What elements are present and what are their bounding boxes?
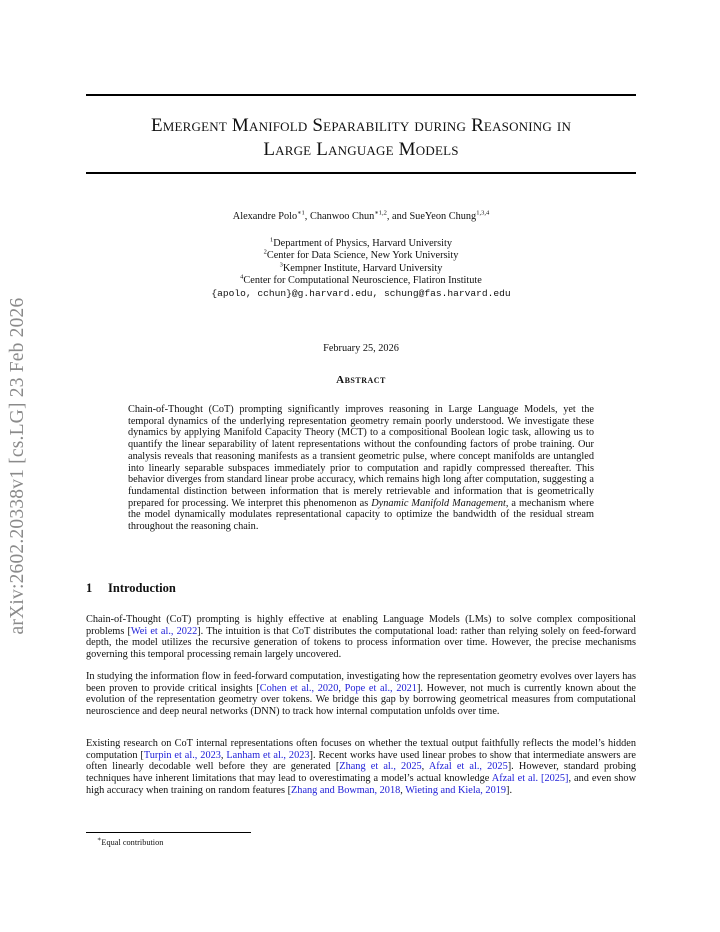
affiliation-mark: 1 (270, 236, 274, 244)
citation-link[interactable]: Zhang et al., 2025 (339, 761, 422, 773)
section-heading-introduction (86, 581, 176, 596)
intro-paragraph-1 (86, 614, 636, 661)
footnote (97, 838, 163, 847)
paragraph-text: ]. However, standard probing techniques have inherent limitations that may lead to overestimating a model’s actual knowledge (86, 761, 636, 785)
citation-link[interactable]: Pope et al., 2021 (344, 682, 417, 694)
author-marks: ∗1,2 (374, 209, 387, 217)
affiliation-text: Kempner Institute, Harvard University (282, 262, 443, 274)
citation-link[interactable]: Lanham et al., 2023 (226, 749, 310, 761)
paragraph-text: Existing research on CoT internal representations often focuses on whether the textual output faithfully reflects the model’s hidden computation [ (86, 738, 636, 761)
paragraph-text: Chain-of-Thought (CoT) prompting is highly effective at enabling Language Models (LMs) to solve complex compositional problems [ (86, 614, 636, 637)
paragraph-text: , (400, 784, 406, 796)
paragraph-text: In studying the information flow in feed-forward computation, investigating how the representation geometry evolves over layers has been proven to provide critical insights [ (86, 671, 636, 694)
title-line-1: Emergent Manifold Separability during Reasoning in (150, 115, 572, 136)
title-line-2: Large Language Models (263, 139, 459, 160)
citation-link[interactable]: Turpin et al., 2023 (143, 749, 221, 761)
affiliation-mark: 4 (240, 273, 244, 281)
intro-paragraph-3 (86, 738, 636, 797)
citation-link[interactable]: Afzal et al. [2025] (491, 773, 569, 785)
author-list (86, 211, 636, 222)
paragraph-text: ]. The intuition is that CoT distributes the computational load: rather than relying solely on feed-forward depth, the model utilizes the recursive generation of tokens to process information over time. However, the precise mechanisms governing this temporal processing remain largely uncovered. (86, 625, 636, 661)
paragraph-text: ]. However, not much is currently known about the evolution of the representation geometry over tokens. We bridge this gap by borrowing geometrical measures from computational neuroscience and deep neural networks (DNN) to track how internal computation unfolds over time. (86, 682, 636, 718)
affiliation-text: Center for Data Science, New York University (266, 250, 459, 262)
paragraph-text: , (220, 749, 227, 761)
title-bottom-rule (86, 172, 636, 174)
paragraph-text: ]. Recent works have used linear probes to show that intermediate answers are often linearly decodable well before they are generated [ (86, 749, 636, 773)
abstract-heading: Abstract (336, 374, 386, 386)
title-top-rule (86, 94, 636, 96)
author-name: SueYeon Chung (409, 211, 477, 222)
affiliation-block (86, 238, 636, 300)
footnote-mark: ∗ (97, 836, 102, 844)
affiliation-text: Center for Computational Neuroscience, Flatiron Institute (243, 275, 482, 287)
intro-paragraph-2 (86, 671, 636, 718)
citation-link[interactable]: Zhang and Bowman, 2018 (291, 784, 401, 796)
author-marks: 1,3,4 (476, 209, 490, 217)
paragraph-text: , (338, 682, 345, 694)
affiliation-line (86, 275, 636, 287)
author-marks: ∗1 (297, 209, 305, 217)
section-number: 1 (86, 581, 93, 595)
paper-date: February 25, 2026 (323, 343, 399, 354)
footnote-rule (86, 832, 251, 833)
affiliation-mark: 3 (279, 261, 283, 269)
abstract-text: Chain-of-Thought (CoT) prompting significantly improves reasoning in Large Language Models, yet the temporal dynamics of the underlying representation geometry remain poorly understood. We investigate these dynamics by applying Manifold Capacity Theory (MCT) to a compositional Boolean logic task, allowing us to quantify the linear separability of latent representations without the confounding factors of probe training. Our analysis reveals that reasoning manifests as a transient geometric pulse, where concept manifolds are untangled into linearly separable subspaces immediately prior to computation and rapidly compressed thereafter. This behavior diverges from standard linear probe accuracy, which remains high long after computation, suggesting a fundamental distinction between information that is merely retrievable and information that is geometrically prepared for processing. We interpret this phenomenon as (128, 404, 594, 509)
affiliation-text: Department of Physics, Harvard University (273, 238, 452, 249)
citation-link[interactable]: Cohen et al., 2020 (259, 682, 339, 694)
paragraph-text: ]. (506, 784, 513, 796)
abstract-body (128, 404, 594, 533)
paper-title (86, 114, 636, 162)
affiliation-line (86, 250, 636, 262)
affiliation-mark: 2 (263, 248, 267, 256)
author-name: Alexandre Polo (232, 211, 298, 222)
author-emails: {apolo, cchun}@g.harvard.edu, schung@fas.harvard.edu (211, 287, 511, 299)
paragraph-text: , (421, 761, 429, 773)
arxiv-identifier: arXiv:2602.20338v1 [cs.LG] 23 Feb 2026 (7, 297, 28, 635)
affiliation-line (86, 238, 636, 250)
affiliation-line (86, 263, 636, 275)
abstract-text: , a mechanism where the model dynamically modulates representational capacity to optimize the bandwidth of the residual stream throughout the reasoning chain. (128, 497, 594, 533)
author-separator: , (304, 211, 310, 222)
citation-link[interactable]: Afzal et al., 2025 (428, 761, 508, 773)
abstract-emphasis: Dynamic Manifold Management (371, 497, 506, 509)
citation-link[interactable]: Wieting and Kiela, 2019 (405, 784, 507, 796)
citation-link[interactable]: Wei et al., 2022 (130, 625, 198, 637)
footnote-text: Equal contribution (101, 838, 164, 847)
section-title: Introduction (108, 581, 176, 595)
paragraph-text: , and even show high accuracy when training on random features [ (86, 773, 637, 796)
author-name: Chanwoo Chun (309, 211, 375, 222)
author-separator: , and (386, 211, 410, 222)
